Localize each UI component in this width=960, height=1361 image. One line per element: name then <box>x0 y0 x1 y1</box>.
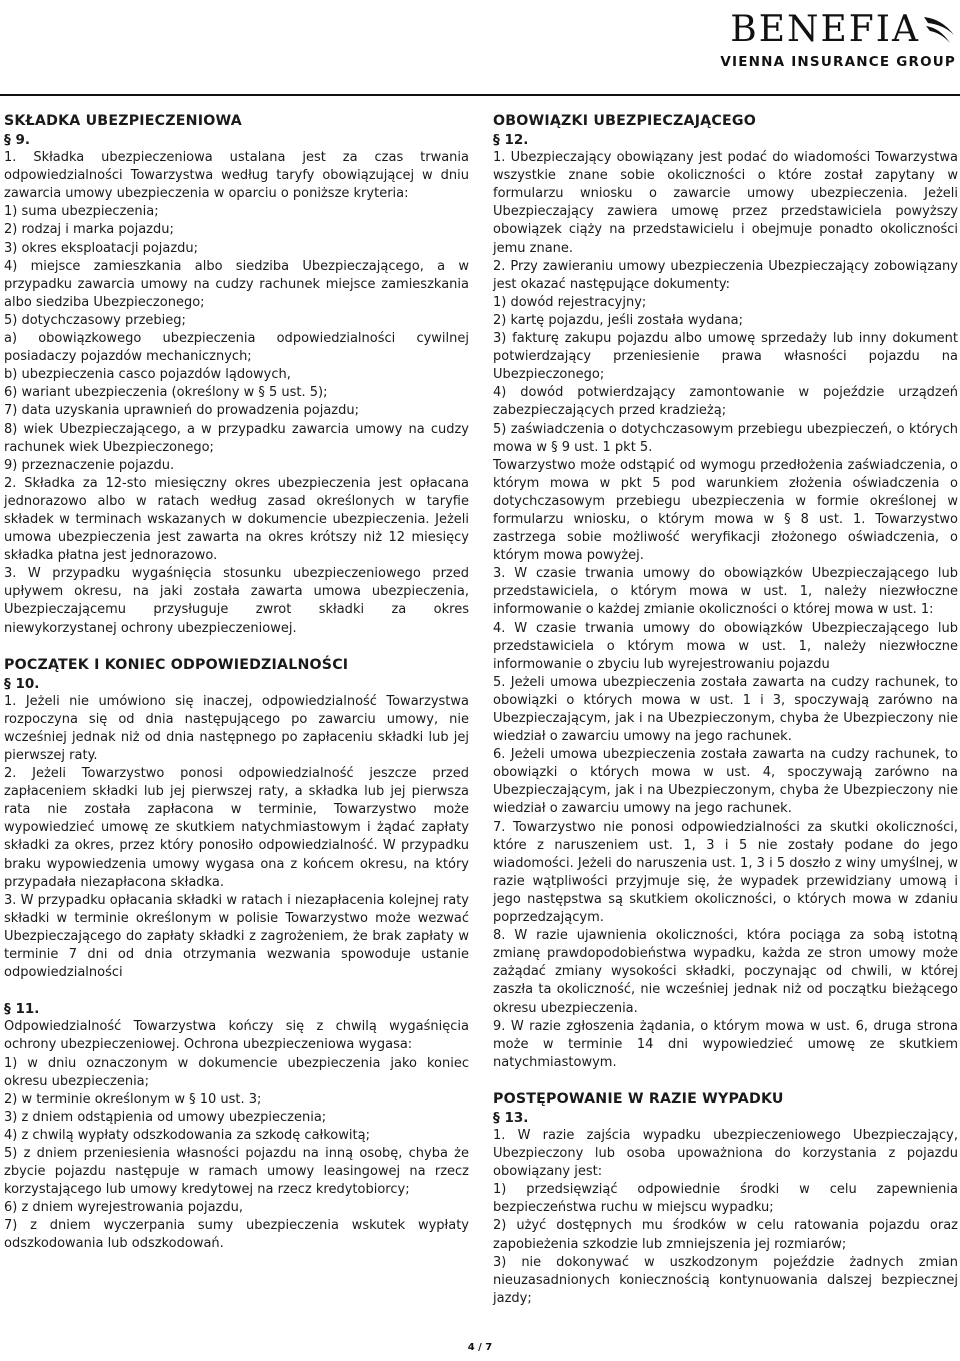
paragraph: 3) fakturę zakupu pojazdu albo umowę sprzedaży lub inny dokument potwierdzający przeniesienie prawa własności pojazdu na Ubezpieczonego; <box>493 331 958 383</box>
section-body <box>4 693 469 983</box>
section-body <box>493 1127 958 1308</box>
paragraph: 7) data uzyskania uprawnień do prowadzenia pojazdu; <box>4 403 359 419</box>
paragraph: b) ubezpieczenia casco pojazdów lądowych, <box>4 367 291 383</box>
right-column <box>493 112 958 1308</box>
section-body <box>493 149 958 1072</box>
left-column <box>4 112 469 1254</box>
paragraph: 5) zaświadczenia o dotychczasowym przebiegu ubezpieczeń, o których mowa w § 9 ust. 1 pkt 5. <box>493 421 958 455</box>
paragraph: 1) przedsięwziąć odpowiednie środki w celu zapewnienia bezpieczeństwa ruchu w miejscu wypadku; <box>493 1182 958 1216</box>
spacer <box>493 1072 958 1090</box>
paragraph: 2) w terminie określonym w § 10 ust. 3; <box>4 1091 262 1107</box>
paragraph: 1) w dniu oznaczonym w dokumencie ubezpieczenia jako koniec okresu ubezpieczenia; <box>4 1055 469 1089</box>
paragraph: 2. Przy zawieraniu umowy ubezpieczenia Ubezpieczający zobowiązany jest okazać następujące dokumenty: <box>493 258 958 292</box>
paragraph: 1. Składka ubezpieczeniowa ustalana jest za czas trwania odpowiedzialności Towarzystwa według taryfy obowiązującej w dniu zawarcia umowy ubezpieczenia w oparciu o poniższe kryteria: <box>4 150 469 202</box>
paragraph: 6) z dniem wyrejestrowania pojazdu, <box>4 1200 243 1216</box>
paragraph: 6) wariant ubezpieczenia (określony w § 5 ust. 5); <box>4 385 328 401</box>
paragraph: 2. Jeżeli Towarzystwo ponosi odpowiedzialność jeszcze przed zapłaceniem składki lub jej pierwszej raty, a składka lub jej pierwsza rata nie została zapłacona w terminie, Towarzystwo może wypowiedzieć umowę ze skutkiem natychmiastowym i żądać zapłaty składki za okres, przez który ponosiło odpowiedzialność. W przypadku braku wypowiedzenia umowy wygasa ona z końcem okresu, na który przypadała niezapłacona składka. <box>4 766 469 890</box>
page-header <box>0 0 960 96</box>
paragraph: 3. W czasie trwania umowy do obowiązków Ubezpieczającego lub przedstawiciela, o którym mowa w ust. 1, należy niezwłoczne informowanie o każdej zmianie okoliczności o której mowa w ust. 1: <box>493 566 958 618</box>
paragraph: 5. Jeżeli umowa ubezpieczenia została zawarta na cudzy rachunek, to obowiązki o których mowa w ust. 1 i 3, spoczywają zarówno na Ubezpieczającym, jak i na Ubezpieczonym, chyba że Ubezpieczony nie wiedział o zawarciu umowy na jego rachunek. <box>493 674 958 745</box>
header-rule <box>0 94 960 96</box>
paragraph: 4) dowód potwierdzający zamontowanie w pojeździe urządzeń zabezpieczających przed kradzieżą; <box>493 385 958 419</box>
spacer <box>4 982 469 1000</box>
paragraph: 7. Towarzystwo nie ponosi odpowiedzialności za skutki okoliczności, które z naruszeniem ust. 1, 3 i 5 nie zostały podane do jego wiadomości. Jeżeli do naruszenia ust. 1, 3 i 5 doszło z winy umyślnej, w razie wątpliwości przyjmuje się, że wypadek przewidziany umową i jego następstwa są skutkiem okoliczności, o których mowa w zdaniu poprzedzającym. <box>493 819 958 926</box>
paragraph: 2) rodzaj i marka pojazdu; <box>4 222 174 238</box>
section-number: § 13. <box>493 1109 529 1126</box>
paragraph: 1) dowód rejestracyjny; <box>493 294 647 310</box>
paragraph: 7) z dniem wyczerpania sumy ubezpieczenia wskutek wypłaty odszkodowania lub odszkodowań. <box>4 1218 469 1252</box>
section-number: § 9. <box>4 132 30 148</box>
paragraph: Odpowiedzialność Towarzystwa kończy się z chwilą wygaśnięcia ochrony ubezpieczeniowej. Ochrona ubezpieczeniowa wygasa: <box>4 1019 469 1053</box>
section-number: § 12. <box>493 132 529 148</box>
paragraph: 1. Jeżeli nie umówiono się inaczej, odpowiedzialność Towarzystwa rozpoczyna się od dnia następującego po zawarciu umowy, nie wcześniej jednak niż od dnia następnego po zapłaceniu składki lub jej pierwszej raty. <box>4 693 469 763</box>
paragraph: 3) nie dokonywać w uszkodzonym pojeździe żadnych zmian nieuzasadnionych koniecznością kontynuowania dalszej bezpiecznej jazdy; <box>493 1254 958 1306</box>
paragraph: 4) z chwilą wypłaty odszkodowania za szkodę całkowitą; <box>4 1127 370 1143</box>
paragraph: 1. W razie zajścia wypadku ubezpieczeniowego Ubezpieczający, Ubezpieczony lub osoba upoważniona do korzystania z pojazdu obowiązany jest: <box>493 1127 958 1180</box>
paragraph: 4) miejsce zamieszkania albo siedziba Ubezpieczającego, a w przypadku zawarcia umowy na cudzy rachunek miejsce zamieszkania albo siedziba Ubezpieczonego; <box>4 258 469 310</box>
section-body <box>4 1018 469 1253</box>
paragraph: 2) kartę pojazdu, jeśli została wydana; <box>493 312 743 328</box>
paragraph: a) obowiązkowego ubezpieczenia odpowiedzialności cywilnej posiadaczy pojazdów mechanicznych; <box>4 331 469 365</box>
section-body <box>4 149 469 638</box>
section-number: § 10. <box>4 675 40 692</box>
paragraph: 2. Składka za 12-sto miesięczny okres ubezpieczenia jest opłacana jednorazowo albo w ratach według zasad określonych w taryfie składek w terminach wskazanych w dokumencie ubezpieczenia. Jeżeli umowa ubezpieczenia jest zawarta na okres krótszy niż 12 miesięcy składka płatna jest jednorazowo. <box>4 475 469 564</box>
paragraph: 1. Ubezpieczający obowiązany jest podać do wiadomości Towarzystwa wszystkie znane sobie okoliczności o które został zapytany w formularzu wniosku o zawarcie umowy ubezpieczenia. Jeżeli Ubezpieczający zawiera umowę przez przedstawiciela powyższy obowiązek ciąży na przedstawicielu i obejmuje ponadto okoliczności jemu znane. <box>493 150 958 256</box>
paragraph: 6. Jeżeli umowa ubezpieczenia została zawarta na cudzy rachunek, to obowiązki o których mowa w ust. 4, spoczywają zarówno na Ubezpieczającym, jak i na Ubezpieczonym, chyba że Ubezpieczony nie wiedział o zawarciu umowy na jego rachunek. <box>493 747 958 817</box>
logo-swoosh-icon <box>922 13 956 47</box>
section-heading: SKŁADKA UBEZPIECZENIOWA <box>4 113 242 129</box>
paragraph: 4. W czasie trwania umowy do obowiązków Ubezpieczającego lub przedstawiciela o którym mowa w ust. 1, należy niezwłoczne informowanie o zbyciu lub wyrejestrowaniu pojazdu <box>493 620 958 672</box>
logo-wordmark: BENEFIA <box>730 9 920 50</box>
spacer <box>4 638 469 656</box>
paragraph: 2) użyć dostępnych mu środków w celu ratowania pojazdu oraz zapobieżenia szkodzie lub zmniejszenia jej rozmiarów; <box>493 1218 958 1252</box>
paragraph: 1) suma ubezpieczenia; <box>4 204 159 220</box>
logo-subtitle: VIENNA INSURANCE GROUP <box>720 54 956 70</box>
section-heading: POSTĘPOWANIE W RAZIE WYPADKU <box>493 1090 784 1107</box>
benefia-logo <box>716 10 956 70</box>
paragraph: 5) z dniem przeniesienia własności pojazdu na inną osobę, chyba że zbycie pojazdu następuje w ramach umowy leasingowej na rzecz korzystającego lub umowy kredytowej na rzecz kredytobiorcy; <box>4 1145 469 1198</box>
paragraph: 3. W przypadku opłacania składki w ratach i niezapłacenia kolejnej raty składki w terminie określonym w polisie Towarzystwo może wezwać Ubezpieczającego do zapłaty składki z zagrożeniem, że brak zapłaty w terminie 7 dni od dnia otrzymania wezwania spowoduje ustanie odpowiedzialności <box>4 892 469 981</box>
section-heading: POCZĄTEK I KONIEC ODPOWIEDZIALNOŚCI <box>4 656 349 673</box>
paragraph: Towarzystwo może odstąpić od wymogu przedłożenia zaświadczenia, o którym mowa w pkt 5 pod warunkiem złożenia oświadczenia o dotychczasowym przebiegu ubezpieczenia w formie określonej w formularzu wniosku, o którym mowa w § 8 ust. 1. Towarzystwo zastrzega sobie możliwość weryfikacji złożonego oświadczenia, o którym mowa powyżej. <box>493 457 958 564</box>
page-number: 4 / 7 <box>467 1342 493 1353</box>
paragraph: 3) okres eksploatacji pojazdu; <box>4 240 199 256</box>
paragraph: 9. W razie zgłoszenia żądania, o którym mowa w ust. 6, druga strona może w terminie 14 dni wypowiedzieć umowę ze skutkiem natychmiastowym. <box>493 1018 958 1070</box>
paragraph: 5) dotychczasowy przebieg; <box>4 312 186 328</box>
paragraph: 8) wiek Ubezpieczającego, a w przypadku zawarcia umowy na cudzy rachunek wiek Ubezpieczonego; <box>4 421 469 455</box>
paragraph: 9) przeznaczenie pojazdu. <box>4 457 175 473</box>
section-heading: OBOWIĄZKI UBEZPIECZAJĄCEGO <box>493 113 756 129</box>
section-number: § 11. <box>4 1001 40 1018</box>
paragraph: 3. W przypadku wygaśnięcia stosunku ubezpieczeniowego przed upływem okresu, na jaki została zawarta umowa ubezpieczenia, Ubezpieczającemu przysługuje zwrot składki za okres niewykorzystanej ochrony ubezpieczeniowej. <box>4 566 469 636</box>
paragraph: 3) z dniem odstąpienia od umowy ubezpieczenia; <box>4 1109 327 1125</box>
paragraph: 8. W razie ujawnienia okoliczności, która pociąga za sobą istotną zmianę prawdopodobieństwa wypadku, każda ze stron umowy może zażądać zmiany wysokości składki, poczynając od chwili, w której zaszła ta okoliczność, nie wcześniej jednak niż od początku bieżącego okresu ubezpieczenia. <box>493 928 958 1016</box>
